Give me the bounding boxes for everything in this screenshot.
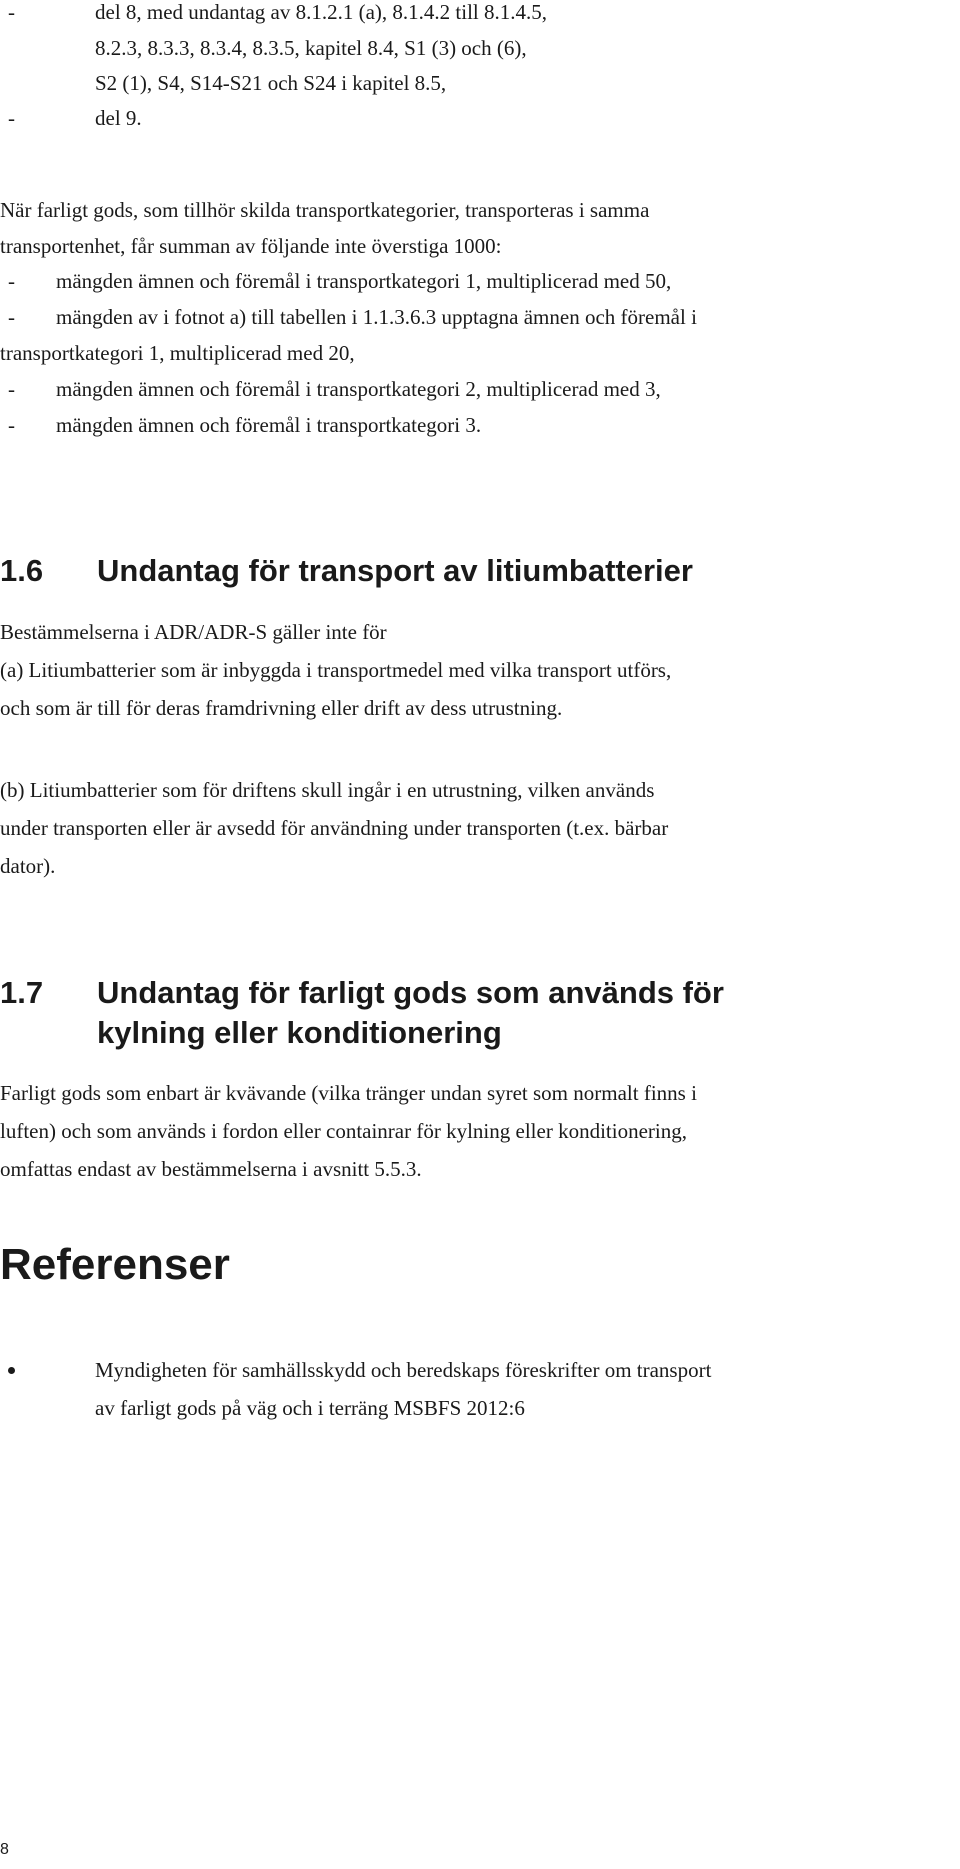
paragraph-line: och som är till för deras framdrivning eller drift av dess utrustning. — [0, 696, 563, 720]
list-item-continuation: transportkategori 1, multiplicerad med 20, — [0, 341, 355, 365]
section-heading-line-2 — [0, 1013, 960, 1053]
section-heading — [0, 973, 960, 1013]
paragraph-line: När farligt gods, som tillhör skilda transportkategorier, transporteras i samma — [0, 198, 650, 222]
paragraph-line: (b) Litiumbatterier som för driftens skull ingår i en utrustning, vilken används — [0, 778, 655, 802]
paragraph-line: Bestämmelserna i ADR/ADR-S gäller inte för — [0, 620, 387, 644]
list-dash: - — [8, 305, 15, 329]
section-title: Undantag för transport av litiumbatterier — [97, 553, 693, 588]
list-item-line: del 8, med undantag av 8.1.2.1 (a), 8.1.4.2 till 8.1.4.5, — [95, 0, 548, 24]
paragraph-line: dator). — [0, 854, 56, 878]
reference-line: Myndigheten för samhällsskydd och beredskaps föreskrifter om transport — [95, 1358, 712, 1382]
reference-line: av farligt gods på väg och i terräng MSBFS 2012:6 — [95, 1396, 525, 1420]
references-heading: Referenser — [0, 1240, 230, 1289]
section-number: 1.7 — [0, 975, 44, 1010]
list-item-line: mängden ämnen och föremål i transportkategori 2, multiplicerad med 3, — [56, 377, 661, 401]
paragraph-line: under transporten eller är avsedd för användning under transporten (t.ex. bärbar — [0, 816, 669, 840]
list-item-line: mängden av i fotnot a) till tabellen i 1.1.3.6.3 upptagna ämnen och föremål i — [56, 305, 697, 329]
list-dash: - — [8, 377, 15, 401]
list-item-line: S2 (1), S4, S14-S21 och S24 i kapitel 8.5, — [95, 71, 447, 95]
paragraph-line: (a) Litiumbatterier som är inbyggda i transportmedel med vilka transport utförs, — [0, 658, 672, 682]
paragraph-line: transportenhet, får summan av följande inte överstiga 1000: — [0, 234, 502, 258]
list-dash: - — [8, 413, 15, 437]
list-dash: - — [8, 106, 15, 130]
section-title-line: Undantag för farligt gods som används för — [97, 975, 724, 1010]
list-item-line: 8.2.3, 8.3.3, 8.3.4, 8.3.5, kapitel 8.4, S1 (3) och (6), — [95, 36, 527, 60]
section-heading — [0, 551, 960, 591]
paragraph-line: omfattas endast av bestämmelserna i avsnitt 5.5.3. — [0, 1157, 422, 1181]
section-number: 1.6 — [0, 553, 44, 588]
list-item-line: mängden ämnen och föremål i transportkategori 1, multiplicerad med 50, — [56, 269, 672, 293]
list-item-line: del 9. — [95, 106, 142, 130]
section-title-line: kylning eller konditionering — [97, 1015, 502, 1050]
paragraph-line: luften) och som används i fordon eller containrar för kylning eller konditionering, — [0, 1119, 687, 1143]
bullet-icon — [8, 1367, 15, 1374]
list-dash: - — [8, 0, 15, 24]
paragraph-line: Farligt gods som enbart är kvävande (vilka tränger undan syret som normalt finns i — [0, 1081, 697, 1105]
list-item-line: mängden ämnen och föremål i transportkategori 3. — [56, 413, 482, 437]
list-dash: - — [8, 269, 15, 293]
page-number: 8 — [0, 1841, 9, 1858]
